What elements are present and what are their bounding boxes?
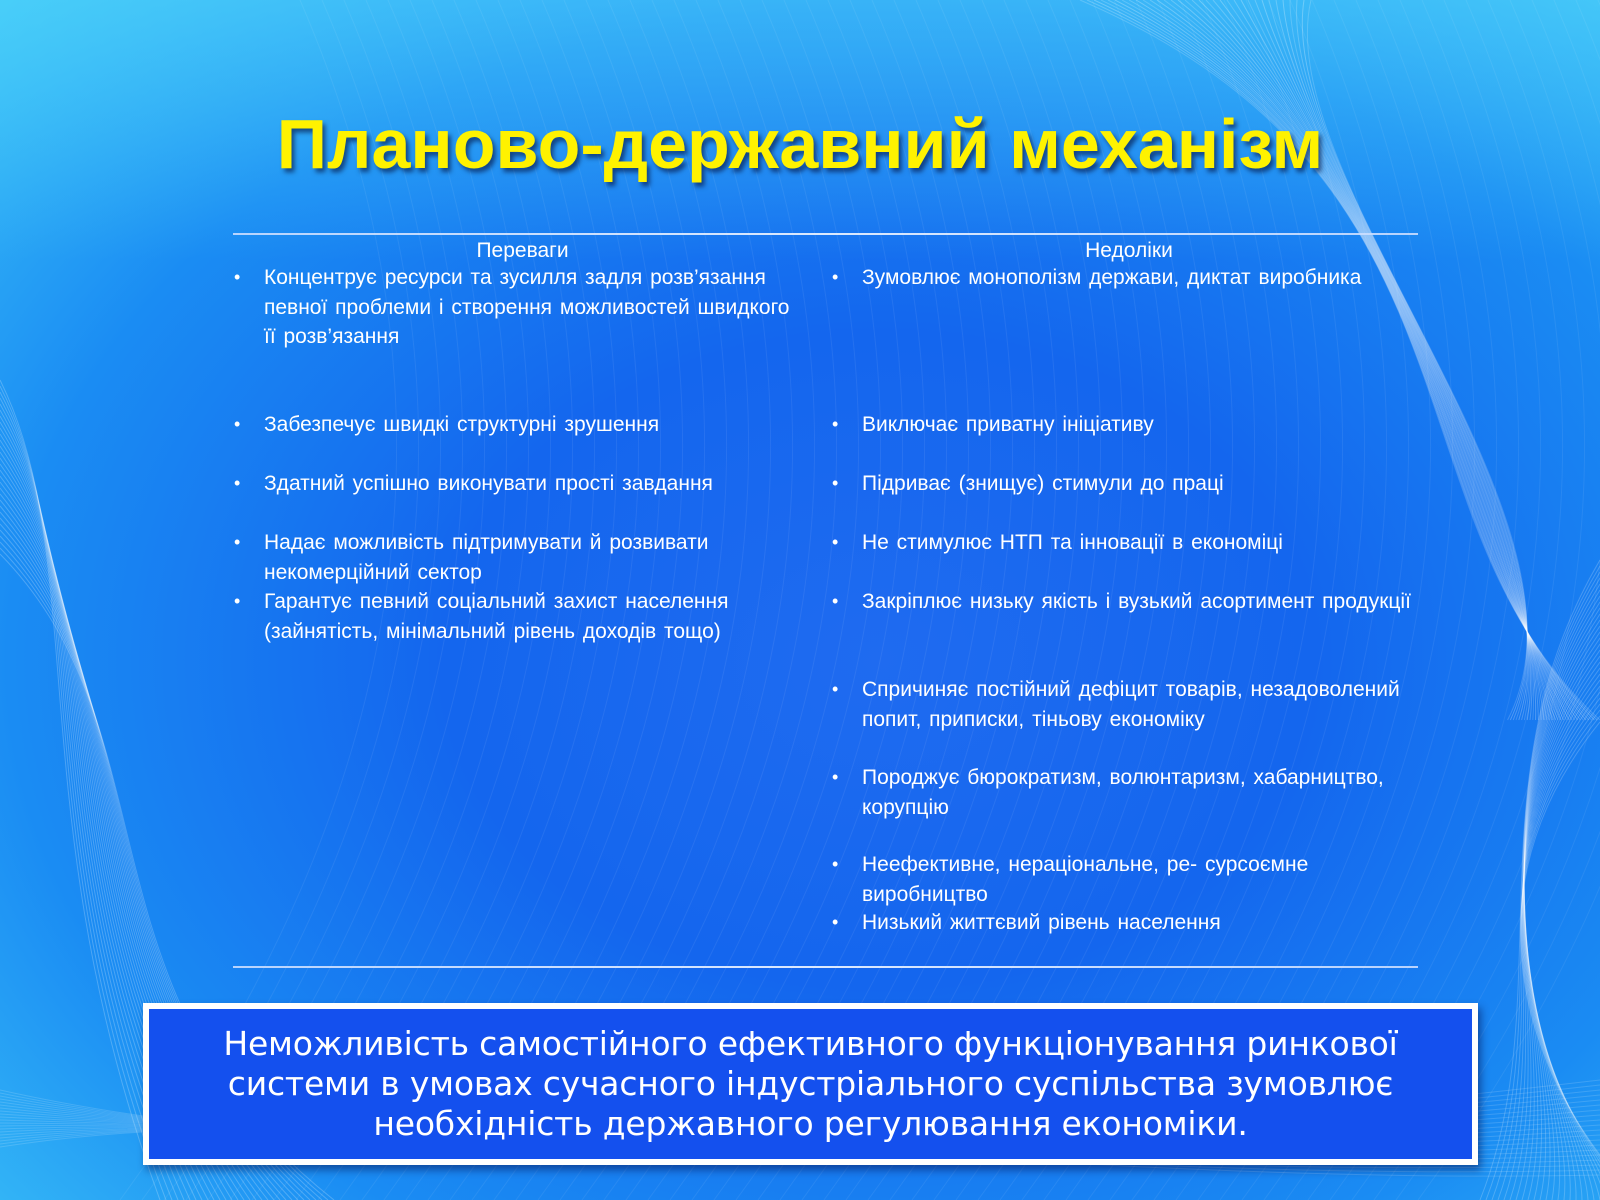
disadvantage-text: Закріплює низьку якість і вузький асортимент продукції: [862, 590, 1411, 613]
advantage-text: Надає можливість підтримувати й розвивати некомерційний сектор: [264, 531, 709, 584]
bullet: •: [234, 414, 241, 434]
bullet: •: [832, 473, 839, 493]
disadvantage-item: [828, 263, 1420, 293]
disadvantage-item: [828, 850, 1420, 909]
advantage-item: [230, 528, 805, 587]
advantage-item: [230, 263, 805, 352]
bullet: •: [832, 912, 839, 932]
disadvantage-text: Спричиняє постійний дефіцит товарів, незадоволений попит, приписки, тіньову економіку: [862, 678, 1400, 731]
advantage-text: Забезпечує швидкі структурні зрушення: [264, 413, 660, 436]
bullet: •: [832, 591, 839, 611]
conclusion-callout: [143, 1003, 1478, 1165]
comparison-columns: [230, 238, 1420, 958]
bullet: •: [832, 532, 839, 552]
advantages-column: [230, 238, 805, 643]
disadvantage-text: Виключає приватну ініціативу: [862, 413, 1154, 436]
advantage-text: Концентрує ресурси та зусилля задля розв’язання певної проблеми і створення можливостей швидкого її розв’язання: [264, 266, 790, 348]
disadvantage-text: Зумовлює монополізм держави, диктат виробника: [862, 266, 1362, 289]
bullet: •: [234, 267, 241, 287]
advantage-text: Здатний успішно виконувати прості завдання: [264, 472, 713, 495]
advantage-item: [230, 469, 805, 499]
advantage-item: [230, 587, 805, 646]
disadvantage-text: Породжує бюрократизм, волюнтаризм, хабарництво, корупцію: [862, 766, 1384, 819]
bullet: •: [234, 473, 241, 493]
disadvantage-item: [828, 587, 1420, 617]
bullet: •: [832, 267, 839, 287]
disadvantage-item: [828, 908, 1420, 938]
disadvantage-item: [828, 675, 1420, 734]
disadvantage-text: Неефективне, нераціональне, ре- сурсоємне виробництво: [862, 853, 1309, 906]
disadvantage-text: Не стимулює НТП та інновації в економіці: [862, 531, 1283, 554]
bullet: •: [234, 591, 241, 611]
disadvantage-item: [828, 469, 1420, 499]
advantage-item: [230, 410, 805, 440]
disadvantages-column: [828, 238, 1420, 934]
bullet: •: [832, 414, 839, 434]
bullet: •: [832, 679, 839, 699]
disadvantage-text: Підриває (знищує) стимули до праці: [862, 472, 1224, 495]
disadvantage-item: [828, 763, 1420, 822]
bullet: •: [234, 532, 241, 552]
advantage-text: Гарантує певний соціальний захист населення (зайнятість, мінімальний рівень доходів тощо): [264, 590, 729, 643]
top-divider: [233, 233, 1418, 235]
advantages-header: Переваги: [476, 239, 569, 262]
bottom-divider: [233, 966, 1418, 968]
disadvantage-item: [828, 528, 1420, 558]
bullet: •: [832, 767, 839, 787]
slide-title: Планово-державний механізм: [276, 105, 1324, 183]
bullet: •: [832, 854, 839, 874]
conclusion-text: Неможливість самостійного ефективного функціонування ринкової системи в умовах сучасного індустріального суспільства зумовлює необхідність державного регулювання економіки.: [223, 1024, 1398, 1143]
disadvantages-header: Недоліки: [1085, 239, 1173, 262]
disadvantage-item: [828, 410, 1420, 440]
disadvantage-text: Низький життєвий рівень населення: [862, 911, 1221, 934]
